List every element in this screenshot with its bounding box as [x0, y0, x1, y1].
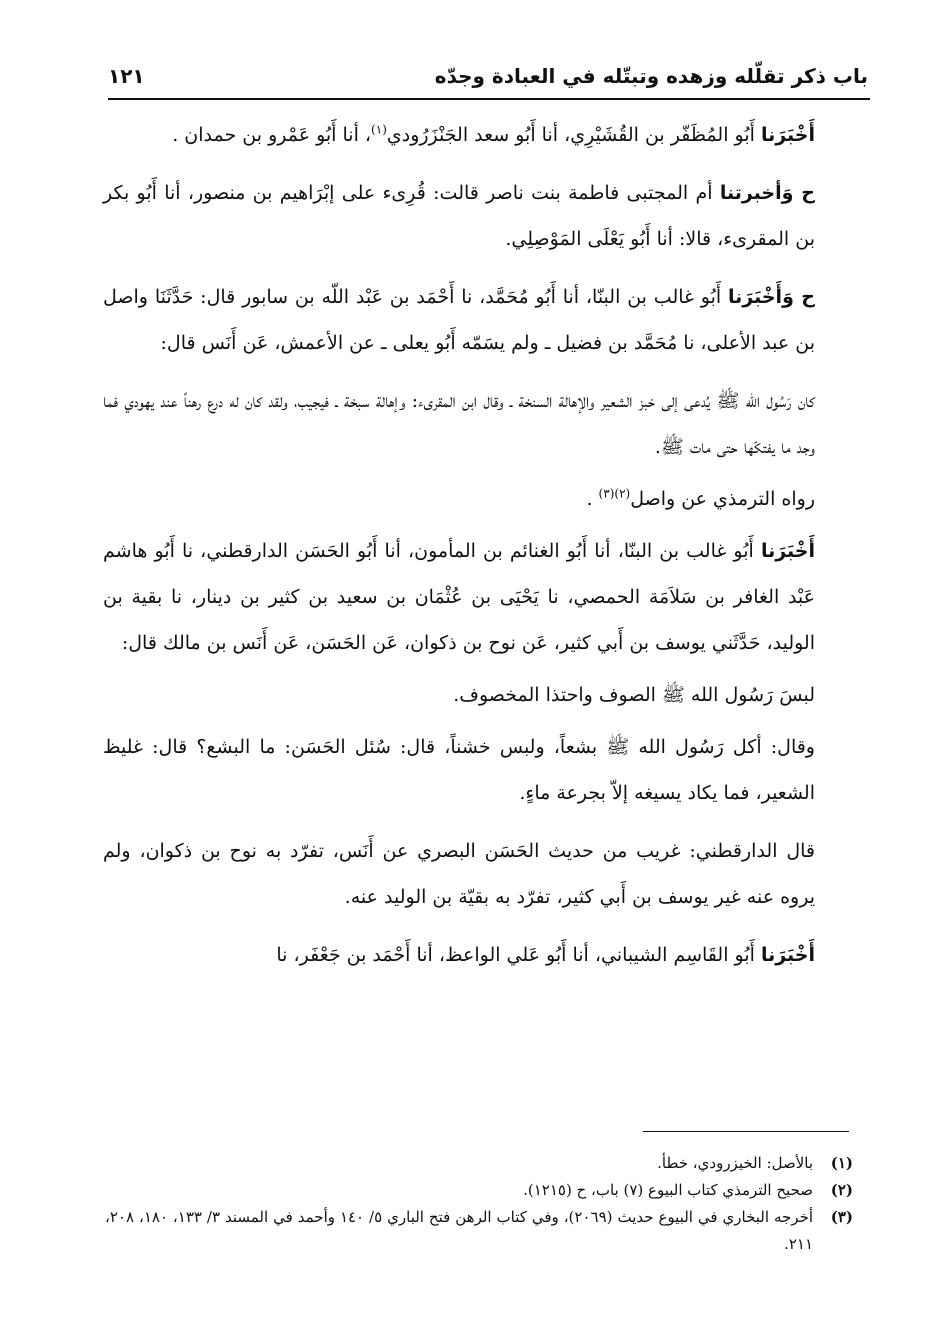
- paragraph-text: أَبُو القَاسِم الشيباني، أنا أَبُو عَلي الواعظ، أنا أَحْمَد بن جَعْفَر، نا: [276, 944, 761, 966]
- main-text: [103, 112, 815, 984]
- paragraph-9: [103, 828, 815, 920]
- paragraph-text: أَبُو غالب بن البنّا، أنا أَبُو مُحَمَّد، نا أَحْمَد بن عَبْد اللّه بن سابور قال: حَدَّثَنَا واصل بن عبد الأعلى، نا مُحَمَّد بن فضيل ـ ولم يسَمّه أَبُو يعلى ـ عن الأعمش، عَن أَنَس قال:: [103, 286, 815, 354]
- paragraph-lead: ح وَأَخْبَرَنا: [728, 286, 815, 308]
- paragraph-4: [103, 378, 815, 470]
- paragraph-text: رواه الترمذي عن واصل: [630, 488, 815, 510]
- footnote-text: بالأصل: الخيزرودي، خطأ.: [657, 1154, 813, 1172]
- paragraph-2: [103, 170, 815, 262]
- footnote-number: (١): [830, 1154, 853, 1172]
- footnote-marker: (٢)(٣): [598, 486, 631, 501]
- paragraph-text: كان رَسُول الله ﷺ يُدعى إلى خبز الشعير والإهالة السنخة ـ وقال ابن المقرىء: وإهالة سبخة ـ فيجيب، ولقد كان له درع رهناً عند يهودي فما وجد ما يفتكّها حتى مات ﷺ.: [103, 390, 815, 458]
- paragraph-text: أم المجتبى فاطمة بنت ناصر قالت: قُرِىء على إبْرَاهيم بن منصور، أنا أَبُو بكر بن المقرىء، قالا: أنا أَبُو يَعْلَى المَوْصِلِي.: [103, 182, 815, 250]
- paragraph-1: [103, 112, 815, 158]
- page-header: [108, 58, 868, 96]
- paragraph-8: [103, 724, 815, 816]
- paragraph-10: [103, 932, 815, 978]
- footnote-number: (٢): [830, 1181, 853, 1199]
- footnote: [105, 1177, 853, 1204]
- footnote-marker: (١): [371, 122, 387, 137]
- footnote: [105, 1204, 853, 1258]
- footnote-text: أخرجه البخاري في البيوع حديث (٢٠٦٩)، وفي كتاب الرهن فتح الباري ٥/ ١٤٠ وأحمد في المسند ٣/ ١٣٣، ١٨٠، ٢٠٨، ٢١١.: [105, 1208, 814, 1253]
- footnote-separator: [643, 1131, 849, 1132]
- paragraph-text: أَبُو المُظَفّر بن القُشَيْرِي، أنا أَبُو سعد الجَنْزَرُودي: [386, 124, 761, 146]
- paragraph-text: لبسَ رَسُول الله ﷺ الصوف واحتذا المخصوف.: [453, 684, 815, 706]
- paragraph-text: وقال: أكل رَسُول الله ﷺ بشعاً، ولبس خشناً، قال: سُئل الحَسَن: ما البشع؟ قال: غليظ الشعير، فما يكاد يسيغه إلاّ بجرعة ماءٍ.: [103, 736, 815, 804]
- paragraph-lead: أَخْبَرَنا: [760, 944, 815, 966]
- paragraph-5: [103, 476, 815, 522]
- paragraph-text-after: .: [586, 488, 599, 510]
- page-number: ١٢١: [108, 64, 145, 88]
- paragraph-lead: أَخْبَرَنا: [760, 124, 815, 146]
- paragraph-lead: أَخْبَرَنا: [760, 540, 815, 562]
- footnotes: [105, 1150, 853, 1258]
- paragraph-3: [103, 274, 815, 366]
- footnote: [105, 1150, 853, 1177]
- header-rule: [108, 98, 870, 100]
- paragraph-6: [103, 528, 815, 666]
- paragraph-7: [103, 672, 815, 718]
- paragraph-lead: ح وَأخبرتنا: [719, 182, 815, 204]
- paragraph-text: قال الدارقطني: غريب من حديث الحَسَن البصري عن أَنَس، تفرّد به نوح بن ذكوان، ولم يروه عنه غير يوسف بن أَبي كثير، تفرّد به بقيّة بن الوليد عنه.: [103, 840, 815, 908]
- footnote-text: صحيح الترمذي كتاب البيوع (٧) باب، ح (١٢١٥).: [523, 1181, 813, 1199]
- paragraph-text: أَبُو غالب بن البنّا، أنا أَبُو الغنائم بن المأمون، أنا أَبُو الحَسَن الدارقطني، نا أَبُو هاشم عَبْد الغافر بن سَلاَمَة الحمصي، نا يَحْيَى بن عُثْمَان بن سعيد بن كثير بن دينار، نا بقية بن الوليد، حَدَّثَني يوسف بن أَبي كثير، عَن نوح بن ذكوان، عَن الحَسَن، عَن أَنَس بن مالك قال:: [103, 540, 815, 654]
- paragraph-text-after: ، أنا أَبُو عَمْرو بن حمدان .: [172, 124, 372, 146]
- footnote-number: (٣): [830, 1208, 853, 1226]
- running-title: باب ذكر تقلّله وزهده وتبتّله في العبادة وجدّه: [434, 64, 868, 88]
